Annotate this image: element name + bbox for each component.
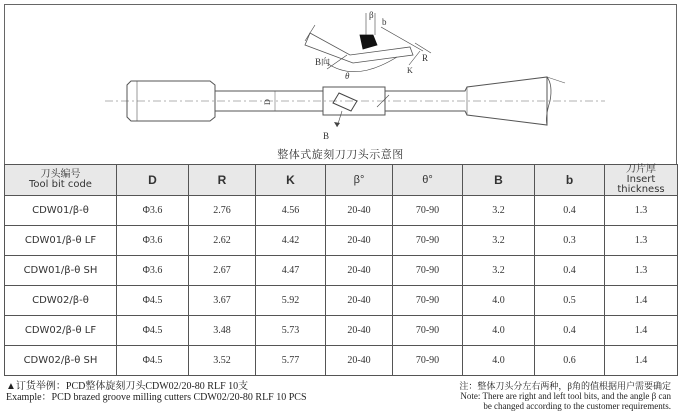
tool-diagram-panel <box>4 4 677 165</box>
cell-thickness: 1.3 <box>605 226 678 256</box>
cell-b-upper: 4.0 <box>463 346 535 376</box>
cell-beta: 20-40 <box>326 316 393 346</box>
b-view-label: B向 <box>315 57 331 67</box>
cell-theta: 70-90 <box>393 196 463 226</box>
cell-b-lower: 0.4 <box>535 196 605 226</box>
cell-beta: 20-40 <box>326 346 393 376</box>
cell-d: Φ4.5 <box>117 346 189 376</box>
header-b-upper: B <box>463 165 535 196</box>
cell-r: 2.67 <box>189 256 256 286</box>
cell-k: 4.42 <box>256 226 326 256</box>
table-row <box>5 286 678 316</box>
cell-theta: 70-90 <box>393 346 463 376</box>
header-r: R <box>189 165 256 196</box>
header-theta: θ° <box>393 165 463 196</box>
cell-b-upper: 4.0 <box>463 316 535 346</box>
cell-thickness: 1.3 <box>605 196 678 226</box>
note-cn: 注：整体刀头分左右两种，β角的值根据用户需要确定 <box>459 381 671 391</box>
cell-thickness: 1.3 <box>605 256 678 286</box>
cell-beta: 20-40 <box>326 286 393 316</box>
cell-beta: 20-40 <box>326 226 393 256</box>
cell-k: 4.56 <box>256 196 326 226</box>
cell-d: Φ3.6 <box>117 256 189 286</box>
cell-b-upper: 4.0 <box>463 286 535 316</box>
cell-b-upper: 3.2 <box>463 196 535 226</box>
cell-b-lower: 0.4 <box>535 316 605 346</box>
tool-bit-drawing <box>5 5 676 165</box>
cell-code: CDW02/β-θ <box>5 286 117 316</box>
r-label: R <box>422 53 429 63</box>
cell-code: CDW01/β-θ <box>5 196 117 226</box>
cell-k: 5.92 <box>256 286 326 316</box>
note-en-line1: Note: There are right and left tool bits, and the angle β can <box>460 391 671 401</box>
cell-d: Φ3.6 <box>117 196 189 226</box>
diagram-caption: 整体式旋刻刀刀头示意图 <box>277 148 404 161</box>
table-row <box>5 226 678 256</box>
table-row <box>5 316 678 346</box>
cell-b-lower: 0.3 <box>535 226 605 256</box>
cell-b-lower: 0.6 <box>535 346 605 376</box>
cell-b-upper: 3.2 <box>463 256 535 286</box>
note <box>459 381 671 411</box>
cell-r: 2.62 <box>189 226 256 256</box>
order-example-cn: ▲订货举例：PCD整体旋刻刀头CDW02/20-80 RLF 10支 <box>6 381 249 392</box>
order-example <box>6 381 307 403</box>
cell-beta: 20-40 <box>326 256 393 286</box>
cell-d: Φ3.6 <box>117 226 189 256</box>
table-row <box>5 346 678 376</box>
header-thick-en2: thickness <box>617 184 665 195</box>
cell-b-upper: 3.2 <box>463 226 535 256</box>
cell-code: CDW01/β-θ SH <box>5 256 117 286</box>
beta-label: β <box>369 10 374 20</box>
table-row <box>5 196 678 226</box>
note-en-line2: be changed according to the customer requirements. <box>483 401 671 411</box>
header-thick-cn: 刀片厚 <box>626 164 656 175</box>
b-arrow-label: B <box>323 131 330 141</box>
header-code-en: Tool bit code <box>29 179 92 190</box>
cell-k: 4.47 <box>256 256 326 286</box>
cell-k: 5.77 <box>256 346 326 376</box>
theta-label: θ <box>345 71 350 81</box>
cell-b-lower: 0.5 <box>535 286 605 316</box>
table-header-row <box>5 165 678 196</box>
header-d: D <box>117 165 189 196</box>
header-tool-bit-code <box>5 165 117 196</box>
header-insert-thickness <box>605 165 678 196</box>
cell-thickness: 1.4 <box>605 346 678 376</box>
spec-table <box>4 164 678 376</box>
k-label: K <box>407 66 413 75</box>
cell-r: 2.76 <box>189 196 256 226</box>
cell-beta: 20-40 <box>326 196 393 226</box>
header-code-cn: 刀头编号 <box>40 169 81 180</box>
cell-d: Φ4.5 <box>117 316 189 346</box>
cell-d: Φ4.5 <box>117 286 189 316</box>
cell-theta: 70-90 <box>393 256 463 286</box>
cell-theta: 70-90 <box>393 316 463 346</box>
table-row <box>5 256 678 286</box>
cell-code: CDW01/β-θ LF <box>5 226 117 256</box>
header-beta: β° <box>326 165 393 196</box>
cell-theta: 70-90 <box>393 286 463 316</box>
cell-code: CDW02/β-θ LF <box>5 316 117 346</box>
header-k: K <box>256 165 326 196</box>
cell-thickness: 1.4 <box>605 316 678 346</box>
cell-b-lower: 0.4 <box>535 256 605 286</box>
header-thick-en1: Insert <box>626 174 656 185</box>
b-lower-label: b <box>382 17 387 27</box>
cell-r: 3.48 <box>189 316 256 346</box>
cell-r: 3.67 <box>189 286 256 316</box>
header-b-lower: b <box>535 165 605 196</box>
cell-k: 5.73 <box>256 316 326 346</box>
cell-thickness: 1.4 <box>605 286 678 316</box>
cell-r: 3.52 <box>189 346 256 376</box>
order-example-en: Example：PCD brazed groove milling cutters CDW02/20-80 RLF 10 PCS <box>6 392 307 403</box>
cell-code: CDW02/β-θ SH <box>5 346 117 376</box>
cell-theta: 70-90 <box>393 226 463 256</box>
d-dimension-label: D <box>263 99 272 105</box>
